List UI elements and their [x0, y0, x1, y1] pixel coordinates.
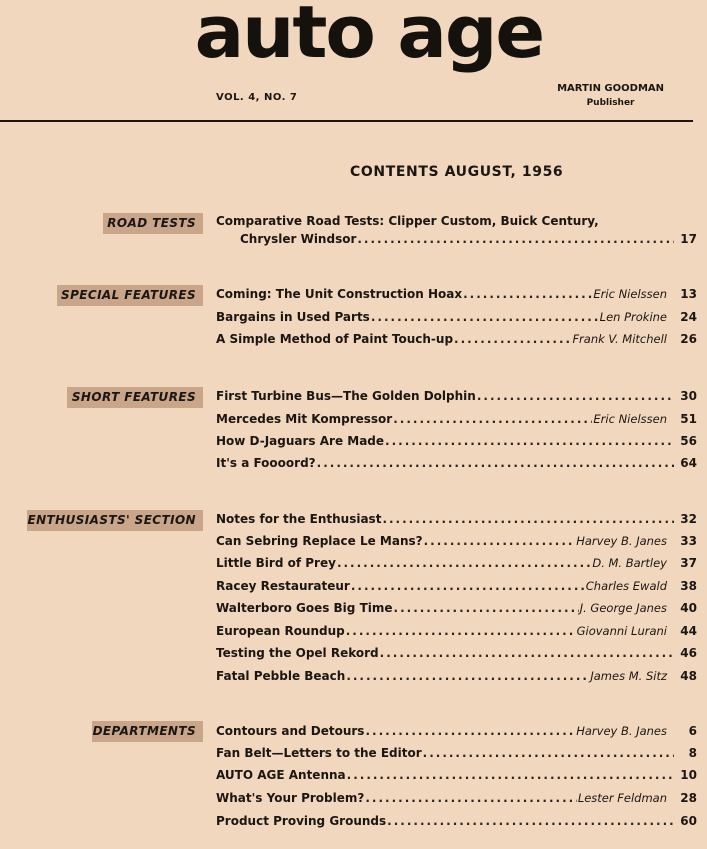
entry-page: 46 [680, 646, 697, 660]
entry-page: 26 [680, 332, 697, 346]
entry-page: 6 [688, 724, 697, 738]
entry-title: First Turbine Bus—The Golden Dolphin [216, 389, 476, 403]
leader-dots [477, 389, 674, 403]
toc-entry[interactable] [216, 669, 697, 691]
entry-title: Little Bird of Prey [216, 556, 336, 570]
entry-page: 56 [680, 434, 697, 448]
entry-author: Eric Nielssen [593, 287, 667, 301]
publisher-role: Publisher [586, 98, 635, 108]
toc-entry[interactable] [216, 332, 697, 354]
entry-author: James M. Sitz [590, 669, 667, 683]
section-label-road-tests: ROAD TESTS [103, 213, 203, 234]
leader-dots [347, 768, 674, 782]
entry-title: Walterboro Goes Big Time [216, 601, 393, 615]
entry-page: 32 [680, 512, 697, 526]
magazine-logo: auto age [194, 0, 544, 74]
entry-title: What's Your Problem? [216, 791, 365, 805]
contents-title: CONTENTS AUGUST, 1956 [350, 164, 564, 180]
toc-entry[interactable] [216, 389, 697, 411]
leader-dots [382, 512, 674, 526]
section-label-short-features: SHORT FEATURES [67, 387, 203, 408]
leader-dots [317, 456, 674, 470]
leader-dots [385, 434, 674, 448]
leader-dots [365, 791, 576, 805]
entry-title: Chrysler Windsor [240, 232, 357, 246]
entry-page: 40 [680, 601, 697, 615]
toc-entry[interactable] [216, 814, 697, 836]
entry-title: Bargains in Used Parts [216, 310, 370, 324]
leader-dots [394, 601, 579, 615]
entry-page: 38 [680, 579, 697, 593]
entry-page: 64 [680, 456, 697, 470]
entry-title: AUTO AGE Antenna [216, 768, 346, 782]
leader-dots [346, 624, 576, 638]
toc-entry[interactable] [216, 724, 697, 746]
publisher-name: MARTIN GOODMAN [557, 83, 664, 94]
entry-author: Charles Ewald [585, 579, 667, 593]
entry-page: 60 [680, 814, 697, 828]
entry-title: Coming: The Unit Construction Hoax [216, 287, 463, 301]
section-label-special-features: SPECIAL FEATURES [57, 285, 203, 306]
toc-entry[interactable] [216, 791, 697, 813]
entry-page: 8 [688, 746, 697, 760]
entry-author: Len Prokine [599, 310, 667, 324]
masthead [0, 0, 707, 124]
leader-dots [424, 534, 576, 548]
entry-title: Notes for the Enthusiast [216, 512, 382, 526]
entry-author: J. George Janes [579, 601, 667, 615]
entry-title: How D-Jaguars Are Made [216, 434, 385, 448]
entry-title: Comparative Road Tests: Clipper Custom, Buick Century, [216, 214, 599, 228]
entry-title: Product Proving Grounds [216, 814, 387, 828]
section-label-enthusiasts: ENTHUSIASTS' SECTION [27, 510, 203, 531]
entry-author: Eric Nielssen [593, 412, 667, 426]
entry-author: D. M. Bartley [592, 556, 667, 570]
toc-entry[interactable] [216, 412, 697, 434]
leader-dots [380, 646, 674, 660]
toc-entry[interactable] [216, 556, 697, 578]
toc-entry[interactable] [216, 768, 697, 790]
leader-dots [454, 332, 571, 346]
leader-dots [393, 412, 592, 426]
entry-page: 48 [680, 669, 697, 683]
toc-entry[interactable] [216, 232, 697, 254]
toc-entry[interactable] [216, 746, 697, 768]
leader-dots [351, 579, 585, 593]
entry-author: Lester Feldman [577, 791, 667, 805]
entry-author: Giovanni Lurani [576, 624, 667, 638]
entry-page: 13 [680, 287, 697, 301]
toc-entry[interactable] [216, 624, 697, 646]
leader-dots [371, 310, 599, 324]
entry-page: 44 [680, 624, 697, 638]
leader-dots [387, 814, 674, 828]
toc-entry[interactable] [216, 434, 697, 456]
entry-title: It's a Foooord? [216, 456, 316, 470]
entry-title: Mercedes Mit Kompressor [216, 412, 393, 426]
toc-entry[interactable] [216, 646, 697, 668]
entry-page: 37 [680, 556, 697, 570]
entry-page: 51 [680, 412, 697, 426]
entry-title: Testing the Opel Rekord [216, 646, 379, 660]
entry-title: Racey Restaurateur [216, 579, 350, 593]
publisher-credit [557, 82, 664, 110]
leader-dots [423, 746, 674, 760]
toc-entry[interactable] [216, 456, 697, 478]
entry-page: 30 [680, 389, 697, 403]
leader-dots [463, 287, 592, 301]
toc-entry[interactable] [216, 601, 697, 623]
leader-dots [346, 669, 589, 683]
entry-title: Fan Belt—Letters to the Editor [216, 746, 422, 760]
toc-entry[interactable] [216, 287, 697, 309]
entry-author: Harvey B. Janes [576, 534, 667, 548]
entry-title: Can Sebring Replace Le Mans? [216, 534, 423, 548]
entry-page: 17 [680, 232, 697, 246]
toc-entry[interactable] [216, 579, 697, 601]
entry-title: Contours and Detours [216, 724, 365, 738]
entry-title: European Roundup [216, 624, 345, 638]
entry-author: Harvey B. Janes [576, 724, 667, 738]
leader-dots [357, 232, 674, 246]
leader-dots [337, 556, 591, 570]
toc-entry[interactable] [216, 512, 697, 534]
masthead-rule [0, 120, 693, 122]
entry-page: 28 [680, 791, 697, 805]
entry-page: 33 [680, 534, 697, 548]
entry-title: Fatal Pebble Beach [216, 669, 346, 683]
volume-number: VOL. 4, NO. 7 [216, 92, 298, 103]
leader-dots [365, 724, 575, 738]
toc-entry[interactable] [216, 534, 697, 556]
entry-author: Frank V. Mitchell [572, 332, 667, 346]
entry-page: 24 [680, 310, 697, 324]
section-label-departments: DEPARTMENTS [92, 721, 203, 742]
toc-entry[interactable] [216, 310, 697, 332]
entry-title: A Simple Method of Paint Touch-up [216, 332, 454, 346]
entry-page: 10 [680, 768, 697, 782]
